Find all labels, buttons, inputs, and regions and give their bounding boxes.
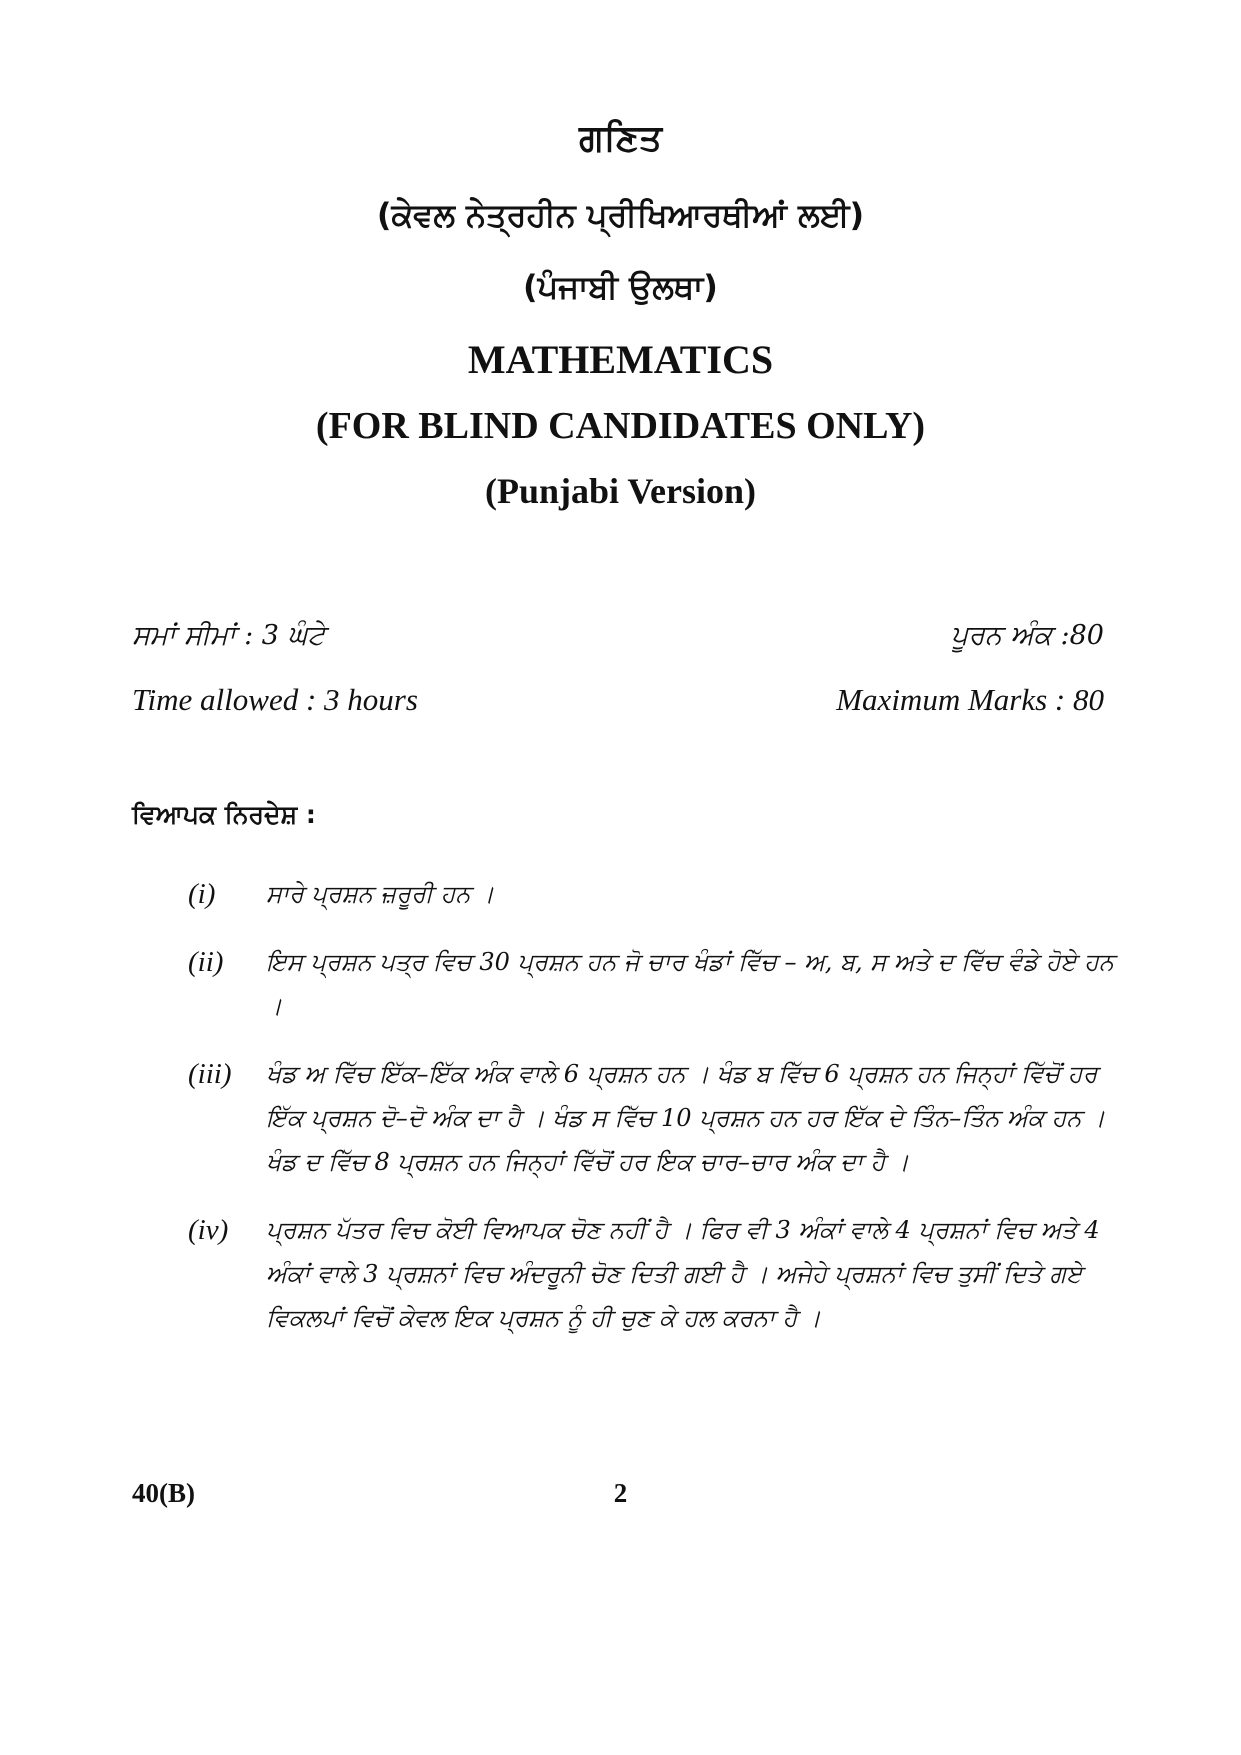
instruction-item bbox=[188, 940, 1120, 1028]
instruction-text: ਸਾਰੇ ਪ੍ਰਸ਼ਨ ਜ਼ਰੂਰੀ ਹਨ । bbox=[266, 880, 495, 908]
meta-row-punjabi bbox=[132, 620, 1104, 652]
time-allowed-english: Time allowed : 3 hours bbox=[132, 682, 418, 717]
instruction-text: ਪ੍ਰਸ਼ਨ ਪੱਤਰ ਵਿਚ ਕੋਈ ਵਿਆਪਕ ਚੋਣ ਨਹੀਂ ਹੈ । ਫਿਰ ਵੀ 3 ਅੰਕਾਂ ਵਾਲੇ 4 ਪ੍ਰਸ਼ਨਾਂ ਵਿਚ ਅਤੇ 4 ਅੰਕਾਂ ਵਾਲੇ 3 ਪ੍ਰਸ਼ਨਾਂ ਵਿਚ ਅੰਦਰੂਨੀ ਚੋਣ ਦਿਤੀ ਗਈ ਹੈ । ਅਜੇਹੇ ਪ੍ਰਸ਼ਨਾਂ ਵਿਚ ਤੁਸੀਂ ਦਿਤੇ ਗਏ ਵਿਕਲਪਾਂ ਵਿਚੋਂ ਕੇਵਲ ਇਕ ਪ੍ਰਸ਼ਨ ਨੂੰ ਹੀ ਚੁਣ ਕੇ ਹਲ ਕਰਨਾ ਹੈ । bbox=[266, 1216, 1100, 1332]
instruction-item bbox=[188, 1208, 1120, 1340]
instruction-number: (iv) bbox=[188, 1214, 229, 1246]
instruction-text: ਖੰਡ ਅ ਵਿੱਚ ਇੱਕ–ਇੱਕ ਅੰਕ ਵਾਲੇ 6 ਪ੍ਰਸ਼ਨ ਹਨ । ਖੰਡ ਬ ਵਿੱਚ 6 ਪ੍ਰਸ਼ਨ ਹਨ ਜਿਨ੍ਹਾਂ ਵਿੱਚੋਂ ਹਰ ਇੱਕ ਪ੍ਰਸ਼ਨ ਦੋ–ਦੋ ਅੰਕ ਦਾ ਹੈ । ਖੰਡ ਸ ਵਿੱਚ 10 ਪ੍ਰਸ਼ਨ ਹਨ ਹਰ ਇੱਕ ਦੇ ਤਿੰਨ–ਤਿੰਨ ਅੰਕ ਹਨ । ਖੰਡ ਦ ਵਿੱਚ 8 ਪ੍ਰਸ਼ਨ ਹਨ ਜਿਨ੍ਹਾਂ ਵਿੱਚੋਂ ਹਰ ਇਕ ਚਾਰ–ਚਾਰ ਅੰਕ ਦਾ ਹੈ । bbox=[266, 1060, 1106, 1176]
instruction-number: (i) bbox=[188, 878, 216, 910]
instruction-number: (ii) bbox=[188, 946, 224, 978]
instruction-item bbox=[188, 1052, 1120, 1184]
time-allowed-punjabi: ਸਮਾਂ ਸੀਮਾਂ : 3 ਘੰਟੇ bbox=[132, 620, 325, 651]
english-title: MATHEMATICS bbox=[467, 337, 774, 382]
page-number: 2 bbox=[613, 1478, 628, 1508]
instruction-text: ਇਸ ਪ੍ਰਸ਼ਨ ਪਤ੍ਰ ਵਿਚ 30 ਪ੍ਰਸ਼ਨ ਹਨ ਜੋ ਚਾਰ ਖੰਡਾਂ ਵਿੱਚ – ਅ, ਬ, ਸ ਅਤੇ ਦ ਵਿੱਚ ਵੰਡੇ ਹੋਏ ਹਨ । bbox=[266, 948, 1114, 1020]
instruction-item bbox=[188, 872, 1120, 916]
general-instructions-heading: ਵਿਆਪਕ ਨਿਰਦੇਸ਼ : bbox=[132, 800, 316, 829]
max-marks-punjabi: ਪੂਰਨ ਅੰਕ :80 bbox=[950, 620, 1104, 651]
meta-row-english bbox=[132, 682, 1104, 718]
instruction-number: (iii) bbox=[188, 1058, 232, 1090]
max-marks-english: Maximum Marks : 80 bbox=[836, 682, 1104, 717]
punjabi-version-label: (ਪੰਜਾਬੀ ਉਲਥਾ) bbox=[523, 268, 718, 306]
paper-code: 40(B) bbox=[132, 1478, 195, 1508]
english-version-label: (Punjabi Version) bbox=[484, 471, 757, 511]
english-subtitle: (FOR BLIND CANDIDATES ONLY) bbox=[315, 405, 926, 447]
punjabi-title: ਗਣਿਤ bbox=[578, 118, 663, 159]
instructions-list bbox=[188, 872, 1120, 1364]
punjabi-subtitle: (ਕੇਵਲ ਨੇਤ੍ਰਹੀਨ ਪ੍ਰੀਖਿਆਰਥੀਆਂ ਲਈ) bbox=[376, 196, 865, 234]
